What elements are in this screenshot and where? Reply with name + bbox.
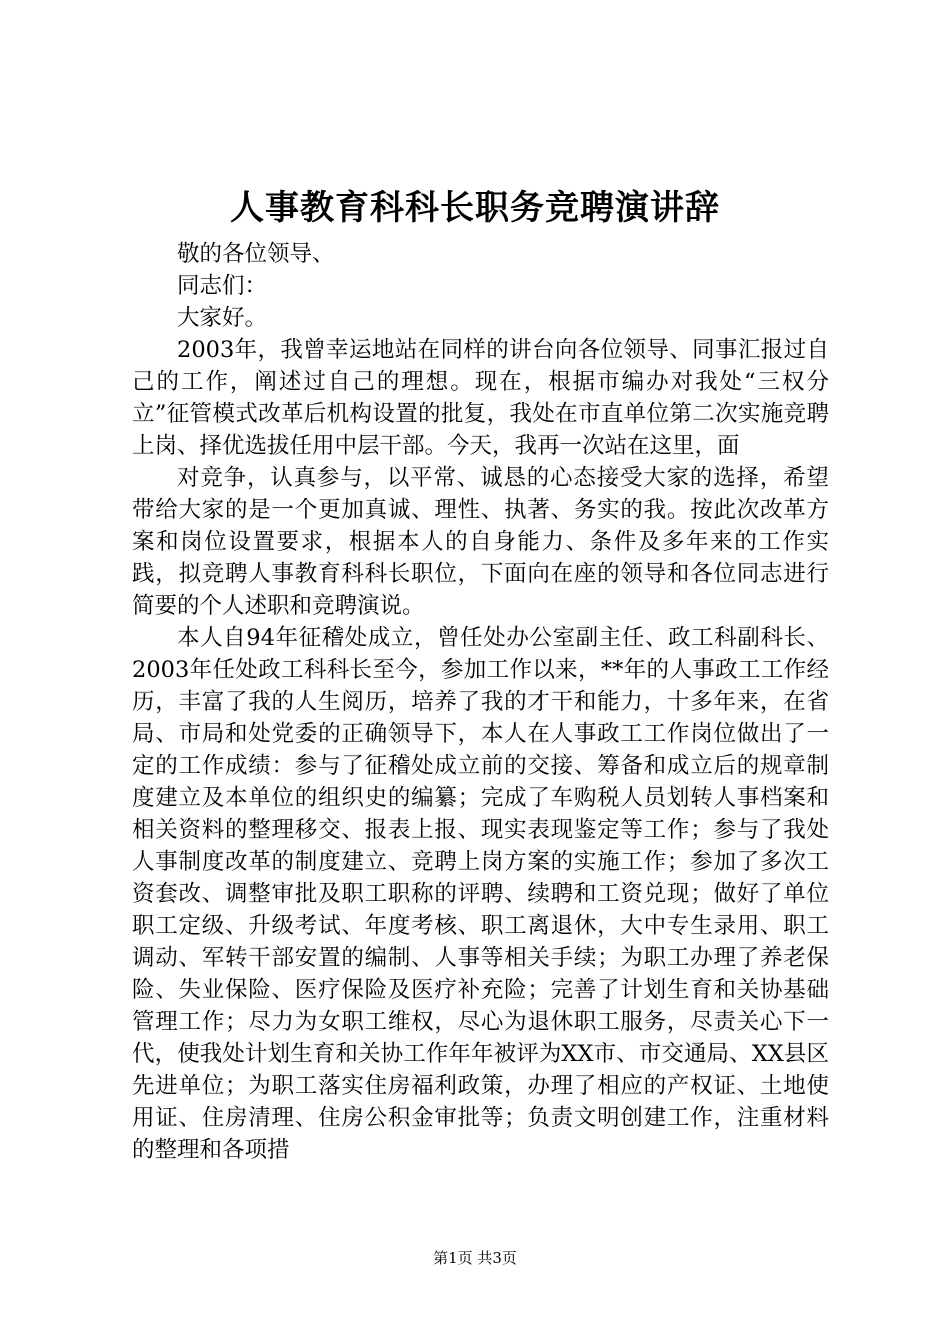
page-number-footer: 第1页 共3页	[433, 1249, 517, 1267]
document-body	[132, 238, 829, 1166]
body-paragraph: 本人自94年征稽处成立，曾任处办公室副主任、政工科副科长、2003年任处政工科科长至今，参加工作以来，**年的人事政工工作经历，丰富了我的人生阅历，培养了我的才干和能力，十多年来，在省局、市局和处党委的正确领导下，本人在人事政工工作岗位做出了一定的工作成绩：参与了征稽处成立前的交接、筹备和成立后的规章制度建立及本单位的组织史的编纂；完成了车购税人员划转人事档案和相关资料的整理移交、报表上报、现实表现鉴定等工作；参与了我处人事制度改革的制度建立、竞聘上岗方案的实施工作；参加了多次工资套改、调整审批及职工职称的评聘、续聘和工资兑现；做好了单位职工定级、升级考试、年度考核、职工离退休，大中专生录用、职工调动、军转干部安置的编制、人事等相关手续；为职工办理了养老保险、失业保险、医疗保险及医疗补充险；完善了计划生育和关协基础管理工作；尽力为女职工维权，尽心为退休职工服务，尽责关心下一代，使我处计划生育和关协工作年年被评为XX市、市交通局、XX县区先进单位；为职工落实住房福利政策，办理了相应的产权证、土地使用证、住房清理、住房公积金审批等；负责文明创建工作，注重材料的整理和各项措	[132, 625, 829, 1163]
body-paragraph: 2003年，我曾幸运地站在同样的讲台向各位领导、同事汇报过自己的工作，阐述过自己的理想。现在，根据市编办对我处“三权分立”征管模式改革后机构设置的批复，我处在市直单位第二次实施竞聘上岗、择优选拔任用中层干部。今天，我再一次站在这里，面	[132, 337, 829, 459]
salutation-line: 敬的各位领导、	[177, 241, 335, 267]
salutation-line: 同志们：	[177, 273, 268, 299]
greeting-line: 大家好。	[177, 305, 268, 331]
body-paragraph: 对竞争，认真参与，以平常、诚恳的心态接受大家的选择，希望带给大家的是一个更加真诚、理性、执著、务实的我。按此次改革方案和岗位设置要求，根据本人的自身能力、条件及多年来的工作实践，拟竞聘人事教育科科长职位，下面向在座的领导和各位同志进行简要的个人述职和竞聘演说。	[132, 465, 829, 619]
document-title: 人事教育科科长职务竞聘演讲辞	[230, 188, 720, 228]
